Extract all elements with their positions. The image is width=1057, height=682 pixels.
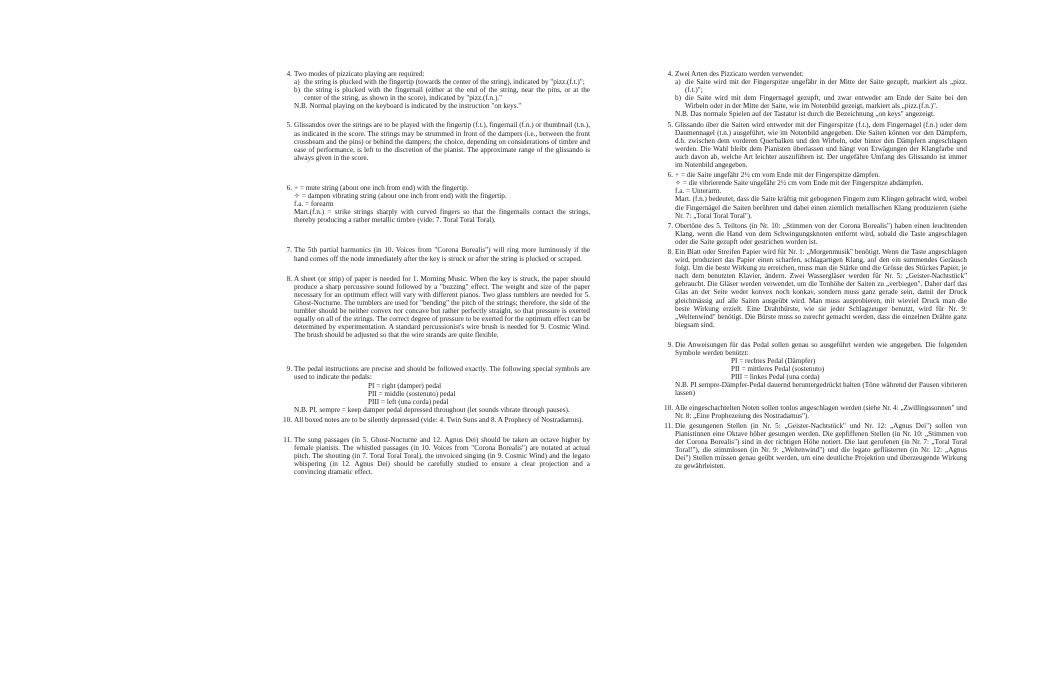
note-text: Ein Blatt oder Streifen Papier wird für Nr. 1: „Morgenmusik" benötigt. Wenn die Taste angeschlagen wird, produziert das Papier einen scharfen, schlagartigen Klang, auf den ein summendes Geräusch folgt. Um die beste Wirkung zu erreichen, muss man die Stärke und die Grösse des Stückes Papier, je nach dem benutzten Klavier, ändern. Zwei Wassergläser werden für Nr. 5: „Geister-Nachtstück" gebraucht. Die Gläser werden verwendet, um die Tonhöhe der Saiten zu „verbiegen". Daher darf das Glas an der Seite weder konvex noch konkav, sondern muss ganz gerade sein, damit der Druck gleichmässig auf alle Saiten ausgeübt wird. Man muss ausprobieren, mit wieviel Druck man die beste Wirkung erzielt. Eine Drahtbürste, wie sie jeder Schlagzeuger benutzt, wird für Nr. 9: „Weltenwind" benötigt. Die Bürste muss so zurecht gemacht werden, dass die einzelnen Drähte ganz biegsam sind. xyxy=(675,247,967,329)
note-line: f.a. = forearm xyxy=(294,200,334,209)
note-7 xyxy=(663,222,967,246)
sub-text: die Saite wird mit dem Fingernagel gezupft, und zwar entweder am Ende der Saite bei den Wirbeln oder in der Mitte der Saite, wie im Notenbild gezeigt, markiert als „pizz.(f.n.)". xyxy=(685,94,967,111)
note-8 xyxy=(282,275,590,340)
note-number: 8. xyxy=(286,274,292,283)
note-line: Mart.(f.n.) = strike strings sharply with curved fingers so that the fingernails contact the strings, thereby producing a rather metallic timbre (vide: 7. Toral Toral Toral). xyxy=(294,208,590,225)
note-number: 9. xyxy=(667,340,673,349)
note-line: ✧ = dampen vibrating string (about one inch from end) with the fingertip. xyxy=(294,192,507,201)
note-4 xyxy=(282,70,590,110)
note-sub-b xyxy=(294,86,590,102)
note-number: 10. xyxy=(664,403,673,412)
note-nb: N.B. PI sempre-Dämpfer-Pedal dauernd heruntergedrückt halten (Töne während der Pausen vibrieren lassen) xyxy=(675,381,967,398)
note-10 xyxy=(282,416,590,424)
note-number: 6. xyxy=(286,183,292,192)
note-number: 8. xyxy=(667,247,673,256)
note-10 xyxy=(663,404,967,420)
note-11 xyxy=(663,422,967,471)
pedal-symbol: PIII = linkes Pedal (una corda) xyxy=(731,373,820,382)
note-6 xyxy=(282,184,590,224)
german-column xyxy=(663,70,967,470)
note-number: 4. xyxy=(286,70,292,78)
pedal-symbol: PII = mittleres Pedal (sostenuto) xyxy=(731,365,825,374)
sub-label: b) xyxy=(675,94,681,103)
note-6 xyxy=(663,171,967,220)
note-text: Die gesungenen Stellen (in Nr. 5: „Geister-Nachtstück" und Nr. 12: „Agnus Dei") sollen von Pianistinnen eine Oktave höher gesungen werden. Die gepfiffenen Stellen (in Nr. 10: „Stimmen von der Corona Borealis") sind in der richtigen Höhe notiert. Die laut gerufenen (in Nr. 7: „Toral Toral Toral!"), die stimmlosen (in Nr. 9: „Weltenwind") und die legato geflüsterten (in Nr. 12: „Agnus Dei") Stellen müssen genau geübt werden, um eine deutliche Projektion und überzeugende Wirkung zu gewährleisten. xyxy=(675,421,967,471)
sub-text: the string is plucked with the fingernail (either at the end of the string, near the pins, or at the center of the string, as shown in the score), indicated by "pizz.(f.n.)." xyxy=(304,86,590,103)
sub-label: a) xyxy=(294,78,300,87)
note-text: The pedal instructions are precise and should be followed exactly. The following special symbols are used to indicate the pedals: xyxy=(294,365,590,382)
note-text: Alle eingeschachtelten Noten sollen tonlos angeschlagen werden (siehe Nr. 4: „Zwillingssonnen" und Nr. 8: „Eine Prophezeiung des Nostradamus"). xyxy=(675,403,967,420)
note-text: A sheet (or strip) of paper is needed for 1. Morning Music. When the key is struck, the paper should produce a sharp percussive sound followed by a "buzzing" effect. The weight and size of the paper necessary for an optimum effect will vary with different pianos. Two glass tumblers are needed for 5. Ghost-Nocturne. The tumblers are used for "bending" the pitch of the strings; therefore, the side of the tumbler should be neither convex nor concave but rather perfectly straight, so that pressure is exerted equally on all of the strings. The correct degree of pressure to be exerted for the optimum effect can be determined by experimentation. A standard percussionist's wire brush is needed for 9. Cosmic Wind. The brush should be adjusted so that the wire strands are quite flexible. xyxy=(294,274,590,340)
note-text: Glissandos over the strings are to be played with the fingertip (f.t.), fingernail (f.n.) or thumbnail (t.n.), as indicated in the score. The strings may be strummed in front of the dampers (i.e., between the front crossbeam and the pins) or behind the dampers; the choice, depending on considerations of timbre and ease of performance, is left to the discretion of the pianist. The approximate range of the glissando is always given in the score. xyxy=(294,121,590,162)
note-sub-a xyxy=(294,78,590,86)
note-number: 5. xyxy=(286,121,292,130)
note-5 xyxy=(663,121,967,170)
note-9 xyxy=(282,365,590,414)
pedal-symbol: PI = right (damper) pedal xyxy=(368,381,442,390)
note-8 xyxy=(663,248,967,329)
note-nb: N.B. Normal playing on the keyboard is indicated by the instruction "on keys." xyxy=(294,102,522,111)
note-number: 9. xyxy=(286,365,292,374)
note-number: 7. xyxy=(286,246,292,255)
note-nb: N.B. Das normale Spielen auf der Tastatur ist durch die Bezeichnung „on keys" angezeigt. xyxy=(675,110,935,119)
note-4 xyxy=(663,70,967,119)
note-5 xyxy=(282,121,590,161)
note-9 xyxy=(663,341,967,398)
note-line: Mart. (f.n.) bedeutet, dass die Saite kräftig mit gebogenen Fingern zum Klingen gebracht wird, wobei die Fingernägel die Saiten berühren und dabei einen ziemlich metallischen Klang produzieren (siehe Nr. 7: „Toral Toral Toral"). xyxy=(675,195,968,220)
note-number: 7. xyxy=(667,221,673,230)
note-number: 10. xyxy=(283,415,292,424)
note-number: 4. xyxy=(667,70,673,78)
sub-text: the string is plucked with the fingertip (towards the center of the string), indicated by "pizz.(f.t.)"; xyxy=(304,78,585,87)
note-line: + = mute string (about one inch from end) with the fingertip. xyxy=(294,183,469,192)
note-sub-b xyxy=(675,94,967,110)
pedal-symbol: PIII = left (una corda) pedal xyxy=(368,397,449,406)
note-11 xyxy=(282,436,590,476)
note-sub-a xyxy=(675,78,967,94)
pedal-symbol: PII = middle (sostenuto) pedal xyxy=(368,389,456,398)
pedal-symbol: PI = rechtes Pedal (Dämpfer) xyxy=(731,357,816,366)
note-text: Glissando über die Saiten wird entweder mit der Fingerspitze (f.t.), dem Fingernagel (f.n.) oder dem Daumennagel (t.n.) ausgeführt, wie im Notenbild angegeben. Die Saiten können vor den Dämpfern, d.h. zwischen dem vorderen Querbalken und den Wirbeln, oder hinter den Dämpfern angeschlagen werden. Die Wahl bleibt dem Pianisten überlassen und hängt von Erwägungen der Klangfarbe und auch davon ab, welche Art leichter auszuführen ist. Der ungefähre Umfang des Glissando ist immer im Notenbild angegeben. xyxy=(675,120,967,170)
note-intro: Zwei Arten des Pizzicato werden verwendet: xyxy=(675,70,804,78)
note-line: + = die Saite ungefähr 2½ cm vom Ende mit der Fingerspitze dämpfen. xyxy=(675,171,880,180)
note-line: ✧ = die vibrierende Saite ungefähr 2½ cm vom Ende mit der Fingerspitze abdämpfen. xyxy=(675,179,924,188)
english-column xyxy=(282,70,590,476)
note-nb: N.B. PI. sempre = keep damper pedal depressed throughout (let sounds vibrate through pauses). xyxy=(294,405,570,414)
sub-label: a) xyxy=(675,78,681,87)
note-number: 6. xyxy=(667,171,673,180)
note-line: f.a. = Unterarm. xyxy=(675,187,722,196)
note-intro: Two modes of pizzicato playing are required: xyxy=(294,70,425,78)
note-number: 5. xyxy=(667,120,673,129)
note-text: The sung passages (in 5. Ghost-Nocturne and 12. Agnus Dei) should be taken an octave higher by female pianists. The whistled passages (in 10. Voices from "Corona Borealis") are notated at actual pitch. The shouting (in 7. Toral Toral Toral), the unvoiced singing (in 9. Cosmic Wind) and the legato whispering (in 12. Agnus Dei) should be carefully studied to ensure a clear projection and a convincing dramatic effect. xyxy=(294,436,590,477)
note-number: 11. xyxy=(283,436,292,444)
sub-label: b) xyxy=(294,86,300,95)
note-number: 11. xyxy=(664,421,673,430)
note-text: The 5th partial harmonics (in 10. Voices from "Corona Borealis") will ring more luminously if the hand comes off the node immediately after the key is struck or after the string is plucked or scraped. xyxy=(294,246,590,263)
note-7 xyxy=(282,246,590,262)
note-text: Obertöne des 5. Teiltons (in Nr. 10: „Stimmen von der Corona Borealis") haben einen leuchtenden Klang, wenn die Hand von dem Schwingungsknoten entfernt wird, sobald die Taste angeschlagen oder die Saite gezupft oder gestrichen worden ist. xyxy=(675,221,967,246)
note-text: Die Anweisungen für das Pedal sollen genau so ausgeführt werden wie angegeben. Die folgenden Symbole werden benützt: xyxy=(675,340,967,357)
note-text: All boxed notes are to be silently depressed (vide: 4. Twin Suns and 8. A Prophecy of Nostradamus). xyxy=(294,415,584,424)
sub-text: die Saite wird mit der Fingerspitze ungefähr in der Mitte der Saite gezupft, markiert als „pizz.(f.t.)"; xyxy=(685,78,967,95)
